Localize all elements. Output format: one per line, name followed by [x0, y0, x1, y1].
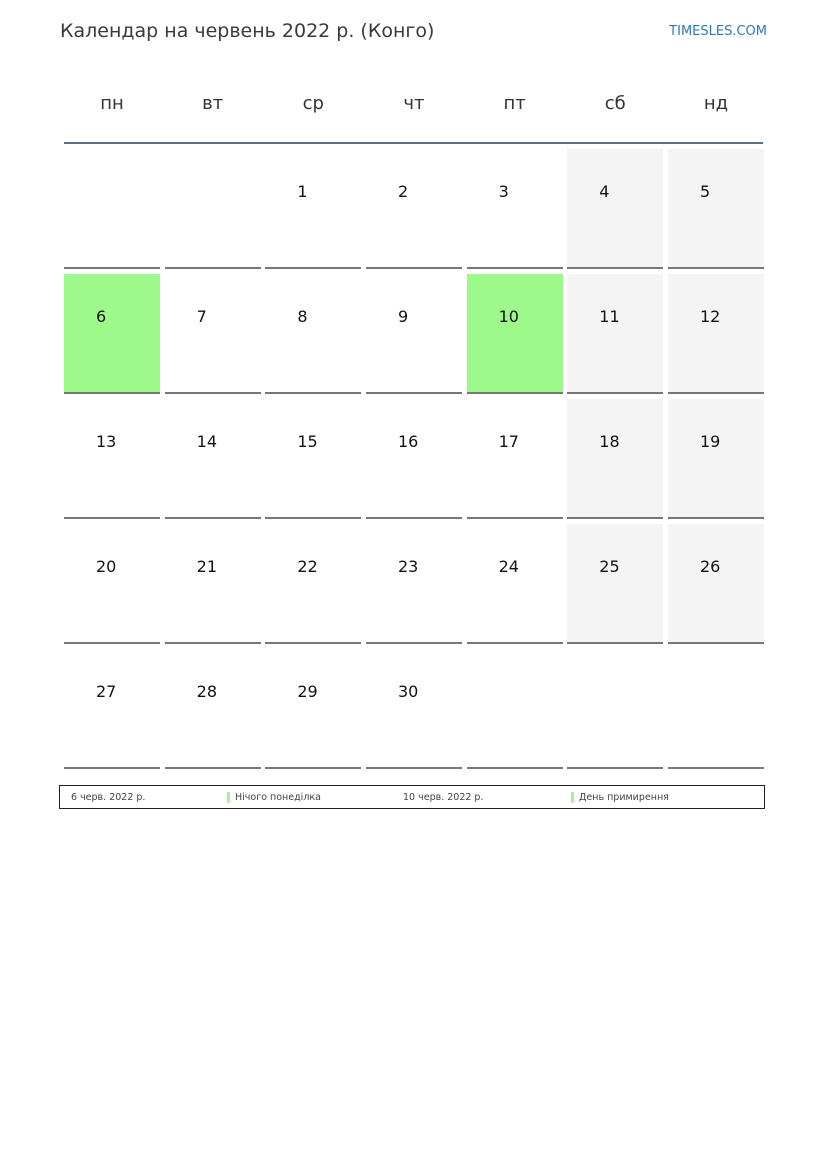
day-cell[interactable]	[366, 524, 462, 644]
day-cell[interactable]	[265, 274, 361, 394]
calendar-grid	[64, 149, 764, 769]
empty-day-cell	[165, 149, 261, 269]
day-cell[interactable]	[467, 524, 563, 644]
weekday-label: ср	[302, 93, 324, 114]
day-cell[interactable]	[668, 149, 764, 269]
legend-color-marker	[227, 792, 230, 803]
empty-day-cell	[567, 649, 663, 769]
day-number: 17	[498, 432, 519, 451]
day-cell[interactable]	[64, 274, 160, 394]
day-number: 24	[498, 557, 519, 576]
day-number: 15	[297, 432, 318, 451]
day-cell[interactable]	[567, 149, 663, 269]
day-number: 14	[196, 432, 218, 451]
day-cell[interactable]	[668, 524, 764, 644]
legend-holiday-name: День примирення	[579, 792, 669, 803]
day-cell[interactable]	[64, 524, 160, 644]
weekday-label: вт	[202, 93, 224, 114]
day-number: 7	[196, 307, 207, 326]
day-cell[interactable]	[165, 274, 261, 394]
day-number: 27	[96, 682, 117, 701]
day-number: 30	[397, 682, 419, 701]
day-number: 9	[397, 307, 409, 326]
day-cell[interactable]	[165, 399, 261, 519]
weekday-label: пт	[503, 93, 526, 114]
day-number: 12	[699, 307, 721, 326]
day-number: 26	[699, 557, 721, 576]
day-cell[interactable]	[366, 149, 462, 269]
weekday-label: сб	[604, 93, 626, 114]
empty-day-cell	[467, 649, 563, 769]
day-number: 25	[599, 557, 620, 576]
day-cell[interactable]	[567, 399, 663, 519]
header-divider	[64, 142, 763, 144]
day-cell[interactable]	[366, 274, 462, 394]
page-title: Календар на червень 2022 р. (Конго)	[60, 20, 435, 42]
legend-holiday-name: Нічого понеділка	[235, 792, 321, 803]
day-number: 21	[196, 557, 218, 576]
day-cell[interactable]	[567, 274, 663, 394]
day-cell[interactable]	[467, 399, 563, 519]
weekday-label: нд	[703, 93, 729, 114]
day-number: 10	[498, 307, 519, 326]
day-cell[interactable]	[668, 399, 764, 519]
day-number: 5	[699, 182, 711, 201]
day-cell[interactable]	[668, 274, 764, 394]
legend-color-marker	[571, 792, 574, 803]
day-cell[interactable]	[165, 649, 261, 769]
day-number: 28	[196, 682, 218, 701]
day-number: 20	[96, 557, 117, 576]
site-link[interactable]: TIMESLES.COM	[669, 24, 767, 39]
day-cell[interactable]	[265, 524, 361, 644]
day-cell[interactable]	[467, 149, 563, 269]
day-cell[interactable]	[265, 649, 361, 769]
weekday-label: пн	[100, 93, 124, 114]
day-number: 23	[397, 557, 419, 576]
day-cell[interactable]	[265, 399, 361, 519]
day-number: 13	[96, 432, 117, 451]
holiday-legend	[59, 785, 765, 809]
day-number: 8	[297, 307, 308, 326]
legend-date: 6 черв. 2022 р.	[71, 792, 146, 803]
day-cell[interactable]	[366, 649, 462, 769]
day-cell[interactable]	[64, 399, 160, 519]
day-number: 22	[297, 557, 318, 576]
day-number: 18	[599, 432, 620, 451]
day-cell[interactable]	[64, 649, 160, 769]
day-cell[interactable]	[467, 274, 563, 394]
day-cell[interactable]	[567, 524, 663, 644]
day-number: 6	[96, 307, 107, 326]
day-cell[interactable]	[165, 524, 261, 644]
day-cell[interactable]	[366, 399, 462, 519]
day-number: 29	[297, 682, 318, 701]
day-number: 2	[397, 182, 409, 201]
legend-date: 10 черв. 2022 р.	[403, 792, 484, 803]
day-number: 11	[599, 307, 620, 326]
day-number: 1	[297, 182, 308, 201]
weekday-label: чт	[403, 93, 425, 114]
day-number: 19	[699, 432, 721, 451]
day-number: 16	[397, 432, 419, 451]
weekday-header-row	[64, 80, 764, 128]
day-cell[interactable]	[265, 149, 361, 269]
day-number: 4	[599, 182, 610, 201]
empty-day-cell	[64, 149, 160, 269]
day-number: 3	[498, 182, 509, 201]
empty-day-cell	[668, 649, 764, 769]
